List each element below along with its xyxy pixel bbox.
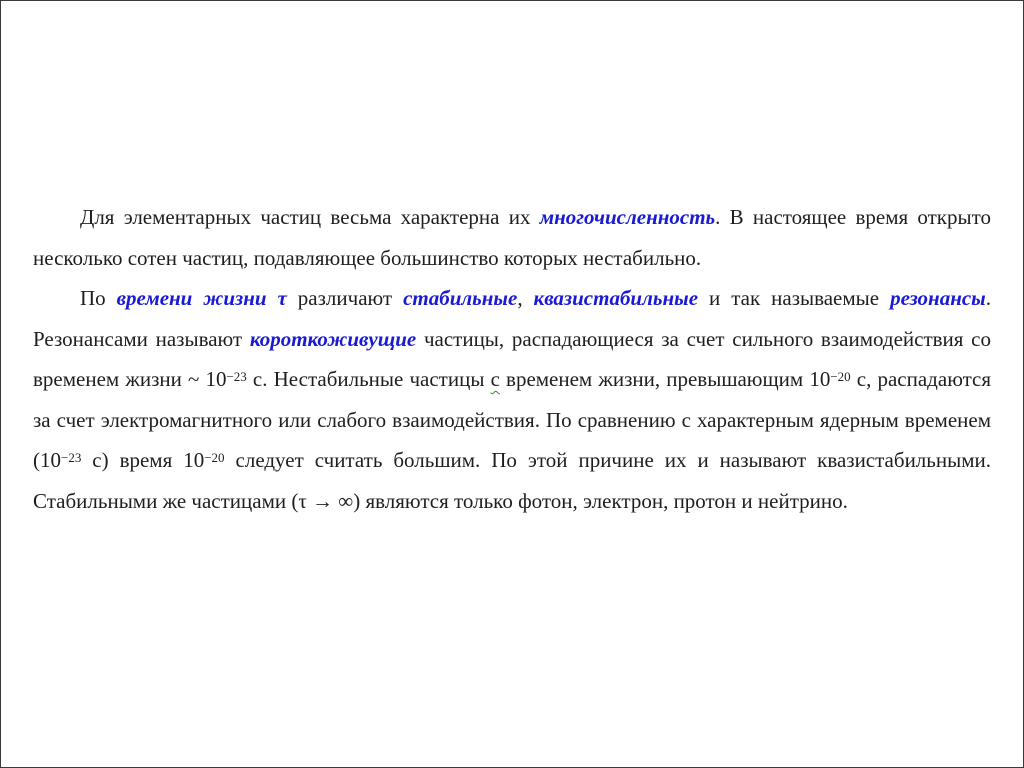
exponent: −20 [204,450,225,466]
paragraph-1 [33,197,991,278]
exponent: −23 [61,450,82,466]
text-run: . Резонансами называют [33,286,991,351]
term-quasistable: квазистабильные [533,286,699,310]
paragraph-2 [33,278,991,521]
text-run: с, распадаются за счет электромагнитного или слабого взаимодействия. По сравнению с характерным ядерным временем (10 [33,367,992,472]
exponent: −20 [830,369,851,385]
term-short-lived: короткоживущие [249,326,417,351]
text-run: с [252,367,263,391]
text-run: . Нестабильные частицы [262,367,491,391]
text-run: , [517,286,534,310]
term-stable: стабильные [403,286,518,310]
exponent: −23 [226,369,247,385]
document-text [33,197,991,521]
text-run: и так называемые [698,286,891,310]
term-resonances: резонансы [890,286,986,310]
term-multiplicity: многочисленность [539,205,716,229]
text-run: следует считать большим. По этой причине их и называют квазистабильными. Стабильными же частицами (τ → ∞) являются только фотон, электрон, протон и нейтрино. [33,448,991,513]
text-run: Для элементарных частиц весьма характерна их [80,205,540,229]
text-run: различают [286,286,404,310]
term-lifetime: времени жизни τ [116,286,287,310]
text-run: частицы, распадающиеся за счет сильного взаимодействия со временем жизни ~ 10 [33,326,991,391]
text-run: с) время 10 [81,448,205,472]
text-run: По [80,286,117,310]
text-run: . В настоящее время открыто несколько сотен частиц, подавляющее большинство которых нестабильно. [33,205,991,270]
spellcheck-word: с [490,367,500,391]
text-run: временем жизни, превышающим 10 [499,367,831,391]
